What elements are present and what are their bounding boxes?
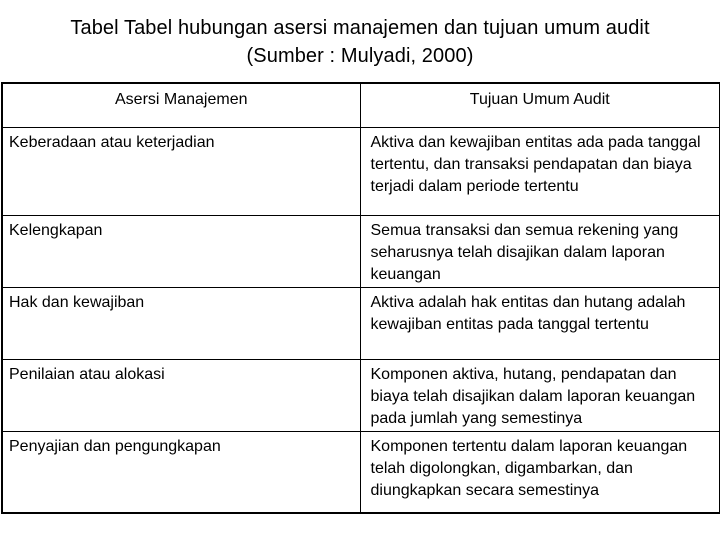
cell-tujuan: Aktiva adalah hak entitas dan hutang adalah kewajiban entitas pada tanggal tertentu (360, 287, 720, 359)
table-row (2, 127, 720, 215)
page-title (0, 14, 720, 70)
table-row (2, 287, 720, 359)
cell-asersi: Penyajian dan pengungkapan (2, 431, 360, 513)
cell-asersi: Hak dan kewajiban (2, 287, 360, 359)
title-line-1: Tabel Tabel hubungan asersi manajemen dan tujuan umum audit (70, 17, 650, 39)
cell-tujuan: Aktiva dan kewajiban entitas ada pada tanggal tertentu, dan transaksi pendapatan dan biaya terjadi dalam periode tertentu (360, 127, 720, 215)
cell-tujuan: Semua transaksi dan semua rekening yang seharusnya telah disajikan dalam laporan keuangan (360, 215, 720, 287)
table-row (2, 431, 720, 513)
audit-assertion-table (1, 82, 720, 514)
header-asersi-manajemen: Asersi Manajemen (2, 83, 360, 127)
cell-asersi: Penilaian atau alokasi (2, 359, 360, 431)
table-row (2, 215, 720, 287)
table-row (2, 359, 720, 431)
cell-asersi: Kelengkapan (2, 215, 360, 287)
header-tujuan-umum-audit: Tujuan Umum Audit (360, 83, 720, 127)
table-header-row (2, 83, 720, 127)
cell-tujuan: Komponen aktiva, hutang, pendapatan dan biaya telah disajikan dalam laporan keuangan pada jumlah yang semestinya (360, 359, 720, 431)
cell-asersi: Keberadaan atau keterjadian (2, 127, 360, 215)
title-source-line: (Sumber : Mulyadi, 2000) (246, 45, 474, 67)
cell-tujuan: Komponen tertentu dalam laporan keuangan telah digolongkan, digambarkan, dan diungkapkan secara semestinya (360, 431, 720, 513)
